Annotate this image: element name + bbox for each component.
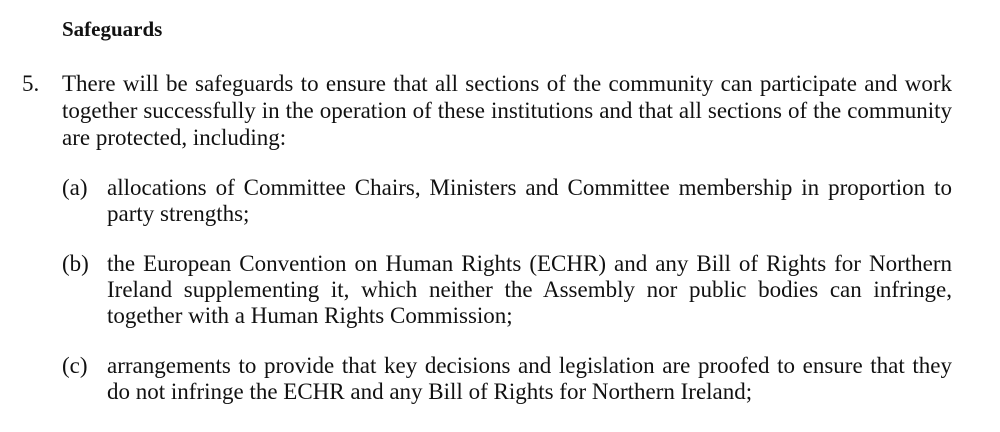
section-heading: Safeguards <box>62 17 163 41</box>
item-marker: (b) <box>62 251 89 276</box>
item-marker: (a) <box>62 175 88 200</box>
list-item <box>62 251 952 329</box>
paragraph-number: 5. <box>22 71 40 96</box>
item-text: arrangements to provide that key decisions and legislation are proofed to ensure that they do not infringe the ECHR and any Bill of Rights for Northern Ireland; <box>107 353 952 404</box>
item-text: the European Convention on Human Rights (ECHR) and any Bill of Rights for Northern Ireland supplementing it, which neither the Assembly nor public bodies can infringe, together with a Human Rights Commission; <box>107 251 952 328</box>
safeguard-list <box>62 175 952 405</box>
item-marker: (c) <box>62 353 88 378</box>
item-text: allocations of Committee Chairs, Ministers and Committee membership in proportion to party strengths; <box>107 175 952 226</box>
paragraph-text: There will be safeguards to ensure that all sections of the community can participate and work together successfully in the operation of these institutions and that all sections of the community are protected, including: <box>62 71 952 150</box>
list-item <box>62 175 952 227</box>
list-item <box>62 353 952 405</box>
